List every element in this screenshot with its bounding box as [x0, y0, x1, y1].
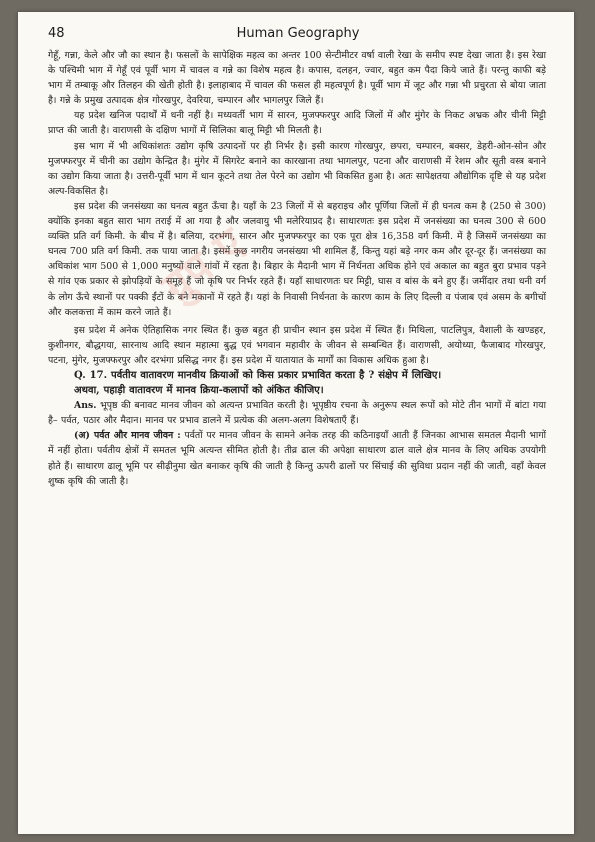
paragraph-population: इस प्रदेश की जनसंख्या का घनत्व बहुत ऊँचा है। यहाँ के 23 जिलों में से बहराइच और पूर्णिया जिलों में ही घनत्व कम है (250 से 300) क्योंकि इनका बहुत सारा भाग तराई में आ गया है और जलवायु भी मलेरियाप्रद है। साधारणतः इस प्रदेश में जनसंख्या का घनत्व 300 से 600 व्यक्ति प्रति वर्ग किमी. के बीच में है। बलिया, दरभंगा, सारन और मुजफ्फरपुर का एक पूरा क्षेत्र 16,358 वर्ग किमी. में है जिसमें जनसंख्या का घनत्व 700 प्रति वर्ग किमी. तक पाया जाता है। इसमें कुछ नगरीय जनसंख्या भी शामिल हैं, किन्तु यहां बड़े नगर कम और दूर-दूर हैं। जनसंख्या का अधिकांश भाग 500 से 1,000 मनुष्यों वाले गांवों में रहता है। बिहार के मैदानी भाग में निर्धनता अधिक होने एवं अकाल का बहुत बुरा प्रभाव पड़ने से गांव एक प्रकार से झोपड़ियों के समूह हैं जो कृषि पर निर्भर रहते हैं। यहाँ साधारणतः घर मिट्टी, घास व बांस के बने हुए हैं। जमींदार तथा धनी वर्ग के लोग ऊँचे स्थानों पर पक्की ईंटों के बने मकानों में रहते हैं। यहां के निवासी निर्धनता के कारण काम के लिए दिल्ली व पंजाब एवं असम के बगीचों और कलकत्ता में काम करने जाते हैं। — [48, 200, 546, 318]
paragraph-historic-towns: इस प्रदेश में अनेक ऐतिहासिक नगर स्थित हैं। कुछ बहुत ही प्राचीन स्थान इस प्रदेश में स्थित हैं। मिथिला, पाटलिपुत्र, वैशाली के खण्डहर, कुशीनगर, बौद्धगया, सारनाथ आदि स्थान महात्मा बुद्ध एवं भगवान महावीर के जीवन से सम्बन्धित हैं। वाराणसी, अयोध्या, फैजाबाद गोरखपुर, पटना, मुंगेर, मुजफ्फरपुर और दरभंगा प्रसिद्ध नगर हैं। इस प्रदेश में यातायात के मार्गों का विकास अधिक हुआ है। — [48, 324, 546, 366]
page-number: 48 — [48, 26, 65, 41]
watermark-stamp: ग्रुप ए — [152, 217, 255, 313]
book-page — [18, 12, 574, 834]
subsection-heading: (अ) पर्वत और मानव जीवन : — [74, 430, 181, 442]
answer-paragraph — [48, 398, 546, 428]
answer-subsection — [48, 428, 546, 488]
paragraph-minerals: यह प्रदेश खनिज पदार्थों में धनी नहीं है। मध्यवर्ती भाग में सारन, मुजफ्फरपुर आदि जिलों में और मुंगेर के निकट अभ्रक और चीनी मिट्टी प्राप्त की जाती है। वाराणसी के दक्षिण भागों में सिलिका बालू मिट्टी भी मिलती है। — [48, 110, 546, 137]
page-body — [48, 48, 546, 489]
page-header — [48, 26, 548, 46]
running-title: Human Geography — [236, 26, 360, 41]
subsection-text: पर्वतों पर मानव जीवन के सामने अनेक तरह की कठिनाइयाँ आती हैं जिनका आभास समतल मैदानी भागों में नहीं होता। पर्वतीय क्षेत्रों में समतल भूमि अत्यन्त सीमित होती है। तीव्र ढाल की अपेक्षा साधारण ढाल वाले क्षेत्र मानव के लिए अधिक उपयोगी होते हैं। साधारण ढालू भूमि पर सीढ़ीनुमा खेत बनाकर कृषि की जाती है किन्तु ऊपरी ढालों पर सिंचाई की सुविधा प्रदान नहीं की जाती, वहाँ केवल शुष्क कृषि की जाती है। — [48, 430, 546, 487]
paragraph-crops: गेहूँ, गन्ना, केले और जौ का स्थान है। फसलों के सापेक्षिक महत्व का अन्तर 100 सेन्टीमीटर वर्षा वाली रेखा के समीप स्पष्ट देखा जाता है। इस रेखा के पश्चिमी भाग में गेहूँ एवं पूर्वी भाग में चावल व गन्ने का विशेष महत्व है। कपास, दलहन, ज्वार, बहुत कम पैदा किये जाते हैं। परन्तु काफी बड़े भाग में तम्बाकू और तिलहन की खेती होती है। इलाहाबाद में चावल की फसल ही महत्वपूर्ण है। पूर्वी भाग में जूट और गन्ना भी प्रचुरता से बोया जाता है। गन्ने के प्रमुख उत्पादक क्षेत्र गोरखपुर, देवरिया, चम्पारन और भागलपुर जिले हैं। — [48, 50, 546, 107]
question-alternate: अथवा, पहाड़ी वातावरण में मानव क्रिया-कलापों को अंकित कीजिए। — [74, 385, 324, 397]
question-heading: Q. 17. पर्वतीय वातावरण मानवीय क्रियाओं को किस प्रकार प्रभावित करता है ? संक्षेप में लिखिए। — [74, 369, 442, 381]
answer-label: Ans. — [74, 400, 97, 412]
answer-text: भूपृष्ठ की बनावट मानव जीवन को अत्यन्त प्रभावित करती है। भूपृष्ठीय रचना के अनुरूप स्थल रूपों को मोटे तीन भागों में बांटा गया है– पर्वत, पठार और मैदान। मानव पर प्रभाव डालने में प्रत्येक की अलग-अलग विशेषताएँ हैं। — [48, 400, 546, 427]
paragraph-industries: इस भाग में भी अधिकांशतः उद्योग कृषि उत्पादनों पर ही निर्भर है। इसी कारण गोरखपुर, छपरा, चम्पारन, बक्सर, डेहरी-ओन-सोन और मुजफ्फरपुर में चीनी का उद्योग केन्द्रित है। मुंगेर में सिगरेट बनाने का कारखाना तथा भागलपुर, पटना और वाराणसी में रेशम और सूती वस्त्र बनाने का उद्योग किया जाता है। उत्तरी-पूर्वी भाग में धान कूटने तथा तेल पेरने का उद्योग भी विकसित हुआ है। अतः सापेक्षतया औद्योगिक दृष्टि से यह प्रदेश अल्प-विकसित है। — [48, 140, 546, 197]
